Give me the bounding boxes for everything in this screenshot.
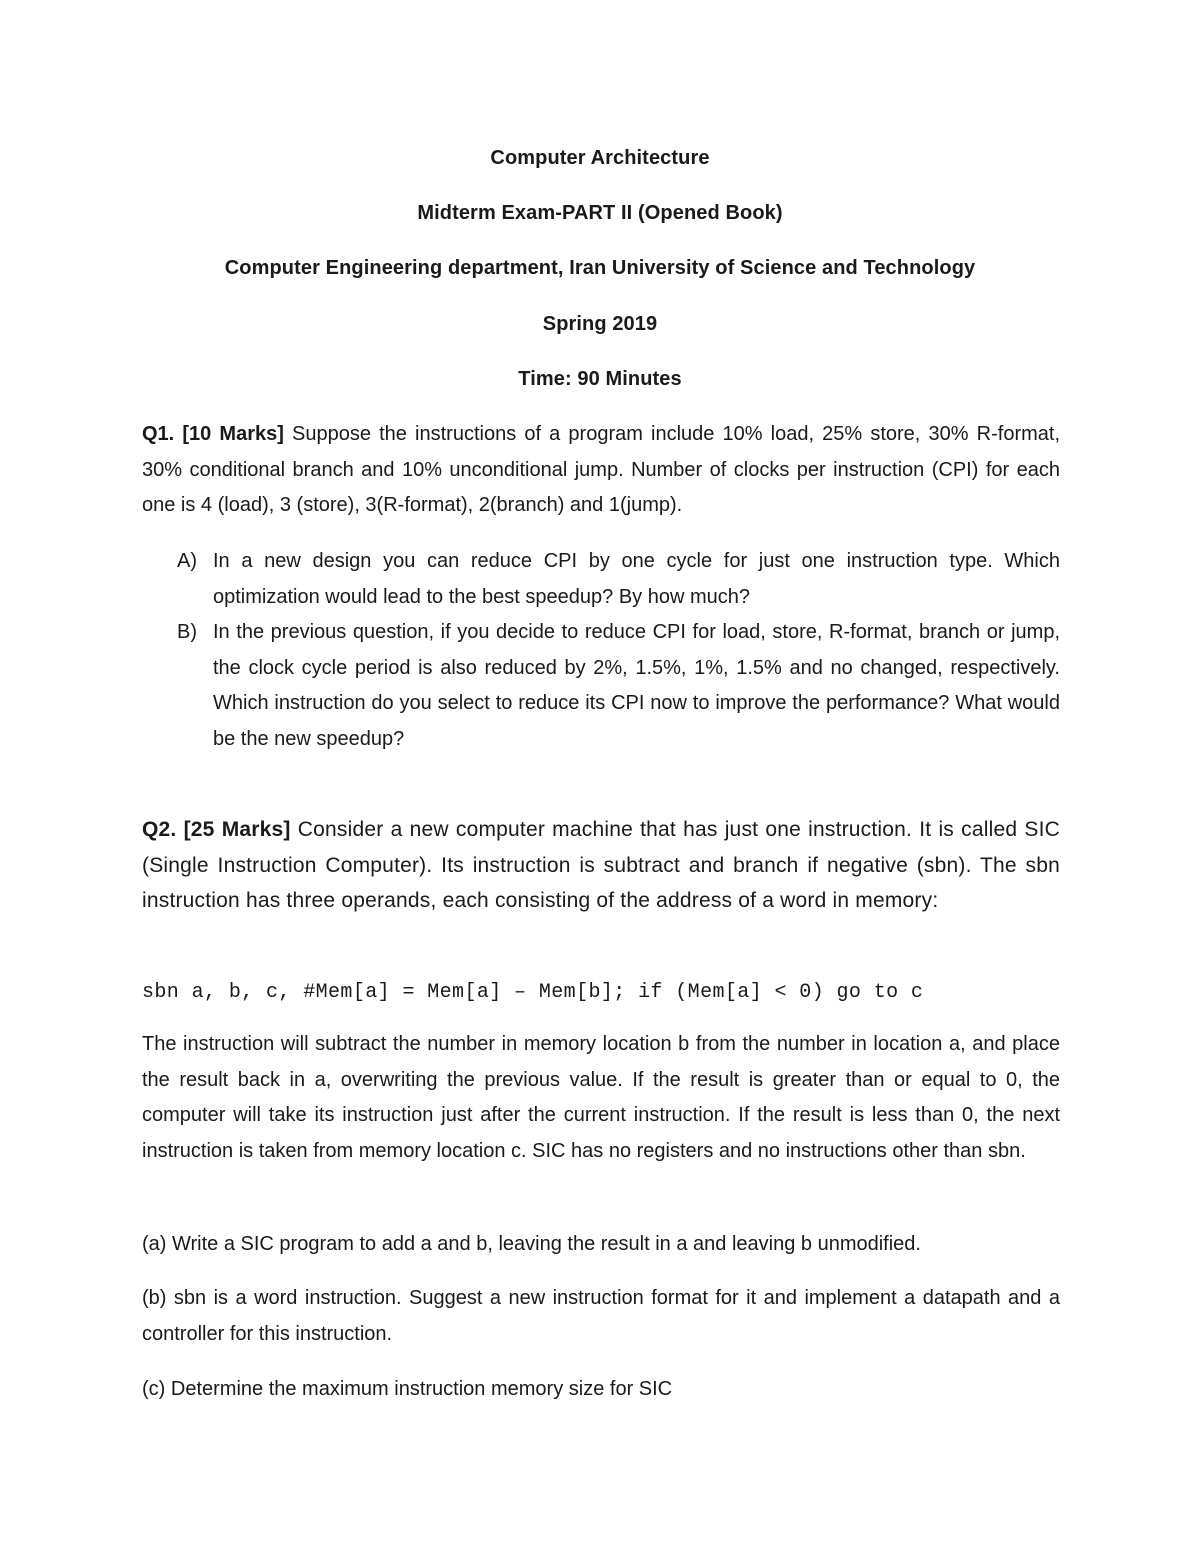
question-2-explanation: The instruction will subtract the number in memory location b from the number in location a, and place the result back in a, overwriting the previous value. If the result is greater than or equal to 0, the computer will take its instruction just after the current instruction. If the result is less than 0, the next instruction is taken from memory location c. SIC has no registers and no instructions other than sbn. — [142, 1033, 1060, 1162]
question-2-part-c: (c) Determine the maximum instruction memory size for SIC — [142, 1378, 673, 1400]
part-text: In a new design you can reduce CPI by one cycle for just one instruction type. Which optimization would lead to the best speedup? By how much? — [213, 550, 1060, 608]
question-2-marks: [25 Marks] — [183, 818, 291, 841]
question-1-marks: [10 Marks] — [182, 423, 284, 445]
exam-title: Midterm Exam-PART II (Opened Book) — [417, 202, 783, 224]
course-title: Computer Architecture — [490, 147, 710, 169]
question-2-text: Consider a new computer machine that has just one instruction. It is called SIC (Single Instruction Computer). Its instruction is subtract and branch if negative (sbn). The sbn instruction has three operands, each consisting of the address of a word in memory: — [142, 818, 1060, 912]
question-2-label: Q2. — [142, 818, 177, 841]
question-1-parts — [142, 544, 1060, 757]
part-marker: A) — [177, 550, 197, 572]
question-1-part-a — [142, 544, 1060, 615]
question-1-text: Suppose the instructions of a program include 10% load, 25% store, 30% R-format, 30% conditional branch and 10% unconditional jump. Number of clocks per instruction (CPI) for each one is 4 (load), 3 (store), 3(R-format), 2(branch) and 1(jump). — [142, 423, 1060, 516]
part-text: In the previous question, if you decide to reduce CPI for load, store, R-format, branch or jump, the clock cycle period is also reduced by 2%, 1.5%, 1%, 1.5% and no changed, respectively. Which instruction do you select to reduce its CPI now to improve the performance? What would be the new speedup? — [213, 621, 1060, 750]
question-1-label: Q1. — [142, 423, 175, 445]
question-2 — [142, 812, 1060, 919]
question-2-part-a: (a) Write a SIC program to add a and b, leaving the result in a and leaving b unmodified. — [142, 1233, 921, 1255]
sbn-code-line: sbn a, b, c, #Mem[a] = Mem[a] – Mem[b]; if (Mem[a] < 0) go to c — [142, 981, 924, 1004]
question-1 — [142, 417, 1060, 524]
department-line: Computer Engineering department, Iran University of Science and Technology — [224, 257, 976, 279]
term-line: Spring 2019 — [542, 313, 658, 335]
question-1-part-b — [142, 615, 1060, 757]
question-2-part-b: (b) sbn is a word instruction. Suggest a new instruction format for it and implement a datapath and a controller for this instruction. — [142, 1287, 1060, 1345]
part-marker: B) — [177, 621, 197, 643]
time-line: Time: 90 Minutes — [518, 368, 682, 390]
